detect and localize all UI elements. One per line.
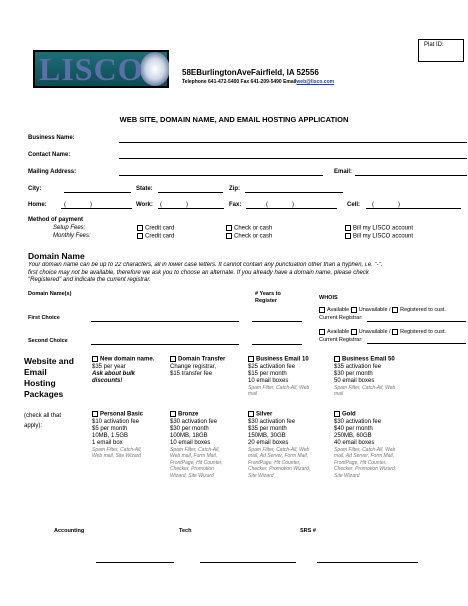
package-note: Web mail, Form Mail, [170, 453, 218, 460]
package-note: Web mail, Site Wizard [92, 453, 142, 460]
package-name-text: Business Email 50 [342, 356, 395, 363]
payment-heading: Method of payment [28, 217, 83, 223]
package-note: FrontPage, Hit Counter, [334, 459, 387, 466]
packages-heading-line: Hosting [24, 378, 56, 388]
package-note: Checker, Promotion Wizard, [334, 466, 397, 473]
domain-desc-line: "Registered" and indicate the current registrar. [28, 277, 151, 283]
second-choice-domain-field[interactable] [91, 344, 239, 345]
package-bronze[interactable] [170, 411, 246, 479]
package-personal-basic[interactable] [92, 411, 168, 460]
package-note: Spam Filter, Catch-All, Web [334, 384, 396, 391]
cell-label: Cell: [347, 202, 361, 208]
package-line: 150MB, 30GB [248, 432, 286, 439]
checkbox-icon [345, 233, 351, 239]
checkbox-icon [170, 411, 176, 417]
option-label: Available [327, 307, 350, 314]
package-note: Spam Filter, Catch-All, Web [248, 446, 310, 453]
package-name-text: Gold [342, 411, 356, 418]
checkbox-icon [226, 225, 232, 231]
package-name-text: Personal Basic [100, 411, 144, 418]
first-choice-whois-options [319, 307, 446, 314]
setup-bill-lisco-option[interactable] [345, 225, 413, 233]
page-title: WEB SITE, DOMAIN NAME, AND EMAIL HOSTING APPLICATION [119, 115, 349, 124]
package-note: mail [334, 391, 344, 398]
package-line: 40 email boxes [334, 439, 375, 446]
domain-desc-line: Your domain name can be up to 22 characters, all in lower case letters. It cannot contain any punctuation other than a hyphen, i.e. "-". [28, 262, 383, 268]
checkbox-icon [319, 307, 325, 313]
package-silver[interactable] [248, 411, 332, 479]
package-name-text: Silver [256, 411, 273, 418]
package-business-email-10[interactable] [248, 356, 332, 398]
contact-name-label: Contact Name: [28, 152, 71, 158]
state-field[interactable] [158, 192, 223, 193]
city-label: City: [28, 186, 42, 192]
checkbox-icon [137, 225, 143, 231]
package-note: discounts! [92, 377, 123, 384]
second-current-registrar-field[interactable] [367, 343, 466, 344]
package-name [334, 411, 424, 419]
package-line: $35 activation fee [334, 363, 382, 370]
available-option[interactable] [319, 329, 349, 335]
monthly-bill-lisco-option[interactable] [345, 233, 413, 241]
package-line: $15 transfer fee [170, 370, 213, 377]
business-name-field[interactable] [119, 142, 467, 143]
package-business-email-50[interactable] [334, 356, 424, 398]
first-choice-label: First Choice [28, 315, 60, 321]
package-note: Spam Filter, Catch-All, Web [248, 384, 310, 391]
srs-number-line[interactable] [317, 562, 418, 563]
package-line: 10 email boxes [170, 439, 211, 446]
checkbox-icon [392, 329, 398, 335]
check-all-line: apply): [24, 423, 43, 429]
lisco-logo [33, 50, 169, 88]
fax-area-open: ( [266, 202, 268, 208]
package-line: 50 email boxes [334, 377, 375, 384]
work-area-close: ) [186, 202, 188, 208]
option-label: Registered to cust. [400, 329, 446, 336]
package-name [170, 411, 246, 419]
second-current-registrar-label: Current Registrar: [319, 337, 363, 343]
registered-option[interactable] [392, 329, 446, 335]
package-line: 10MB, 1.5GB [92, 432, 129, 439]
package-name [92, 411, 168, 419]
years-col-header-2: Register [255, 298, 278, 304]
whois-col-header: WHOIS [319, 295, 338, 301]
option-label: Credit card [145, 233, 175, 240]
package-note: Checker, Promotion Wizard, [248, 466, 311, 473]
option-label: Unavailable / [358, 307, 391, 314]
checkbox-icon [334, 411, 340, 417]
cell-area-open: ( [372, 202, 374, 208]
home-area-open: ( [64, 202, 66, 208]
package-line: $30 per month [334, 370, 373, 377]
first-current-registrar-field[interactable] [367, 321, 466, 322]
setup-fees-label: Setup Fees: [53, 225, 86, 231]
package-note: Site Wizard [334, 472, 360, 479]
fax-area-close: ) [292, 202, 294, 208]
package-line: 250MB, 60GB [334, 432, 372, 439]
monthly-credit-card-option[interactable] [137, 233, 174, 241]
cell-phone-field[interactable] [366, 208, 461, 209]
option-label: Bill my LISCO account [353, 225, 414, 232]
checkbox-icon [392, 307, 398, 313]
years-col-header: # Years to [255, 291, 281, 297]
option-label: Unavailable / [358, 329, 391, 336]
email-label: Email: [334, 169, 353, 175]
monthly-fees-label: Monthly Fees: [53, 233, 91, 239]
domain-description [28, 262, 468, 285]
check-all-note [24, 411, 61, 431]
plat-id-box[interactable] [418, 39, 464, 62]
package-line: 10 email boxes [248, 377, 289, 384]
package-line: $30 activation fee [170, 418, 218, 425]
checkbox-icon [334, 356, 340, 362]
first-current-registrar-label: Current Registrar: [319, 315, 363, 321]
packages-heading [24, 356, 74, 400]
registered-option[interactable] [392, 307, 446, 313]
package-name-text: New domain name. [100, 356, 155, 363]
domain-heading: Domain Name [28, 251, 85, 261]
package-note: mail, Ad Server, Form Mail, [334, 453, 395, 460]
domain-desc-line: first choice may not be available, therefore we ask you to choose an alternate. If you already have a domain name, please check [28, 269, 369, 276]
unavailable-option[interactable] [351, 329, 391, 335]
package-new-domain[interactable] [92, 356, 168, 385]
package-note: Spam Filter, Catch-All, Web [334, 446, 396, 453]
package-note: Checker, Promotion [170, 466, 214, 473]
setup-credit-card-option[interactable] [137, 225, 174, 233]
work-phone-field[interactable] [158, 208, 224, 209]
second-choice-years-field[interactable] [252, 344, 302, 345]
option-label: Available [327, 329, 350, 336]
package-line: 100MB, 18GB [170, 432, 208, 439]
domain-names-col-header: Domain Name(s) [28, 291, 72, 297]
work-label: Work: [136, 202, 153, 208]
package-name-text: Domain Transfer [178, 356, 226, 363]
contact-name-field[interactable] [119, 158, 467, 159]
logo-text: LISCO [39, 51, 144, 87]
package-line: $30 activation fee [334, 418, 382, 425]
checkbox-icon [351, 307, 357, 313]
package-note: Spam Filter, Catch-All, [92, 446, 142, 453]
packages-heading-line: Email [24, 367, 47, 377]
fax-field[interactable] [246, 208, 337, 209]
package-line: $30 activation fee [248, 418, 296, 425]
package-line: $25 activation fee [248, 363, 296, 370]
package-line: 1 email box [92, 439, 123, 446]
checkbox-icon [248, 411, 254, 417]
checkbox-icon [226, 233, 232, 239]
mailing-address-label: Mailing Address: [28, 169, 77, 175]
package-line: $35 per month [248, 425, 287, 432]
package-note: Ask about bulk [92, 370, 136, 377]
package-note: mail, Ad Server, Form Mail, [248, 453, 309, 460]
monthly-check-cash-option[interactable] [226, 233, 272, 241]
option-label: Credit card [145, 225, 175, 232]
package-line: $35 per year [92, 363, 126, 370]
package-note: Site Wizard [248, 472, 274, 479]
home-area-close: ) [90, 202, 92, 208]
cell-area-close: ) [398, 202, 400, 208]
home-phone-field[interactable] [61, 208, 132, 209]
package-line: $40 per month [334, 425, 373, 432]
checkbox-icon [92, 411, 98, 417]
company-contact [182, 79, 334, 85]
package-name-text: Business Email 10 [256, 356, 309, 363]
check-all-line: (check all that [24, 413, 62, 419]
first-choice-years-field[interactable] [252, 321, 302, 322]
package-name [248, 356, 332, 364]
package-line: Change registrar, [170, 363, 217, 370]
zip-label: Zip: [229, 186, 240, 192]
option-label: Registered to cust. [400, 307, 446, 314]
work-area-open: ( [160, 202, 162, 208]
package-gold[interactable] [334, 411, 424, 479]
unavailable-option[interactable] [351, 307, 391, 313]
package-line: $15 per month [248, 370, 287, 377]
checkbox-icon [351, 329, 357, 335]
contact-email-link[interactable]: web@lisco.com [296, 79, 335, 85]
option-label: Bill my LISCO account [353, 233, 414, 240]
tech-label: Tech [179, 528, 192, 534]
plat-id-label: Plat ID: [424, 42, 444, 48]
package-name-text: Bronze [178, 411, 199, 418]
option-label: Check or cash [234, 233, 273, 240]
option-label: Check or cash [234, 225, 273, 232]
first-choice-domain-field[interactable] [91, 321, 239, 322]
package-name [170, 356, 246, 364]
checkbox-icon [319, 329, 325, 335]
state-label: State: [136, 186, 153, 192]
mailing-address-field[interactable] [119, 175, 323, 176]
accounting-signature-line[interactable] [96, 562, 174, 563]
checkbox-icon [137, 233, 143, 239]
package-line: 20 email boxes [248, 439, 289, 446]
package-line: $10 activation fee [92, 418, 140, 425]
srs-label: SRS # [300, 528, 316, 534]
business-name-label: Business Name: [28, 135, 75, 141]
package-line: $5 per month [92, 425, 128, 432]
tech-signature-line[interactable] [200, 562, 296, 563]
package-note: FrontPage, Hit Counter, [170, 459, 223, 466]
checkbox-icon [345, 225, 351, 231]
fax-label: Fax: [229, 202, 242, 208]
package-name [92, 356, 168, 364]
company-address: 58EBurlingtonAveFairfield, IA 52556 [182, 68, 319, 77]
available-option[interactable] [319, 307, 349, 313]
package-domain-transfer[interactable] [170, 356, 246, 378]
second-choice-whois-options [319, 329, 446, 336]
package-note: FrontPage, Hit Counter, [248, 459, 301, 466]
package-note: Wizard, Site Wizard [170, 472, 214, 479]
package-note: mail [248, 391, 258, 398]
zip-field[interactable] [245, 192, 343, 193]
checkbox-icon [248, 356, 254, 362]
home-label: Home: [28, 202, 47, 208]
setup-check-cash-option[interactable] [226, 225, 272, 233]
packages-heading-line: Packages [24, 389, 64, 399]
checkbox-icon [92, 356, 98, 362]
second-choice-label: Second Choice [28, 338, 68, 344]
packages-heading-line: Website and [24, 356, 74, 366]
email-field[interactable] [355, 175, 467, 176]
accounting-label: Accounting [54, 528, 85, 534]
city-field[interactable] [64, 192, 131, 193]
package-line: $30 per month [170, 425, 209, 432]
package-name [334, 356, 424, 364]
checkbox-icon [170, 356, 176, 362]
package-note: Spam Filter, Catch-All, [170, 446, 220, 453]
package-name [248, 411, 332, 419]
contact-phone-fax: Telephone 641-472-5400 Fax 641-209-5490 Email [182, 79, 297, 85]
